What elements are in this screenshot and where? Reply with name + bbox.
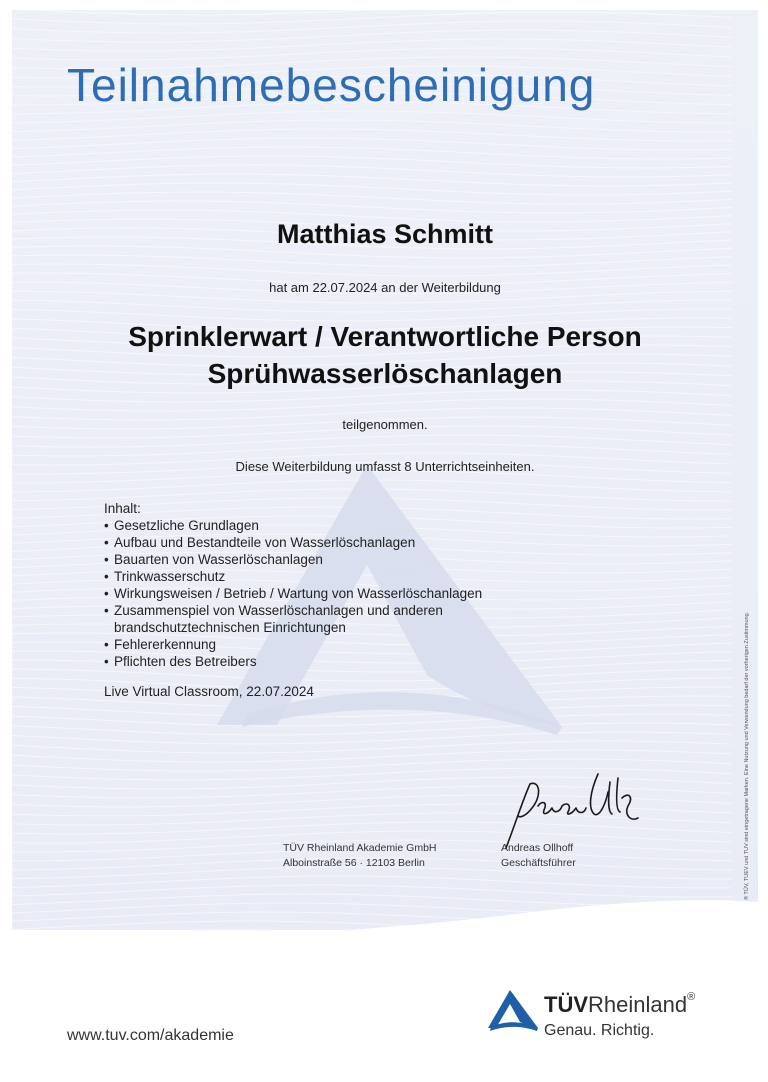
bottom-wave-edge — [12, 890, 758, 950]
wave-line — [12, 147, 732, 159]
wave-line — [12, 10, 732, 15]
certificate-page — [12, 10, 758, 1070]
brand-registered: ® — [687, 990, 696, 1003]
contents-item: • Aufbau und Bestandteile von Wasserlöschanlagen — [104, 534, 584, 551]
units-line: Diese Weiterbildung umfasst 8 Unterrichtseinheiten. — [235, 459, 535, 474]
intro-line: hat am 22.07.2024 an der Weiterbildung — [269, 280, 501, 295]
contents-label: Inhalt: — [104, 501, 141, 516]
course-contents — [104, 500, 584, 670]
wave-line — [12, 201, 732, 213]
issuer-address: Alboinstraße 56 · 12103 Berlin — [283, 857, 425, 869]
contents-item: • Bauarten von Wasserlöschanlagen — [104, 551, 584, 568]
wave-line — [12, 174, 732, 186]
contents-list — [104, 517, 584, 670]
wave-line — [12, 876, 732, 888]
contents-item: • Fehlererkennung — [104, 636, 584, 653]
contents-item: • Wirkungsweisen / Betrieb / Wartung von Wasserlöschanlagen — [104, 585, 584, 602]
course-title-line1: Sprinklerwart / Verantwortliche Person — [128, 321, 642, 352]
signer-block — [501, 841, 576, 871]
brand-bold: TÜV — [544, 992, 588, 1017]
legal-note-text: ® TÜV, TUEV und TUV sind eingetragene Marken. Eine Nutzung und Verwendung bedarf der vorherigen Zustimmung. — [744, 611, 750, 900]
wave-line — [12, 120, 732, 132]
tuv-triangle-logo-icon — [488, 990, 538, 1032]
wave-line — [12, 30, 732, 42]
place-date: Live Virtual Classroom, 22.07.2024 — [104, 684, 314, 699]
wave-line — [12, 39, 732, 51]
issuer-organization — [283, 841, 437, 871]
legal-note — [740, 500, 748, 900]
website-link[interactable]: www.tuv.com/akademie — [67, 1027, 234, 1044]
contents-item: • Gesetzliche Grundlagen — [104, 517, 584, 534]
course-title-line2: Sprühwasserlöschanlagen — [207, 358, 563, 389]
signer-name: Andreas Ollhoff — [501, 842, 574, 854]
contents-item: • Trinkwasserschutz — [104, 568, 584, 585]
brand-rest: Rheinland — [588, 992, 688, 1017]
certificate-title: Teilnahmebescheinigung — [67, 59, 596, 111]
wave-line — [12, 165, 732, 177]
brand-tagline: Genau. Richtig. — [544, 1022, 655, 1039]
signer-role: Geschäftsführer — [501, 857, 576, 869]
tuv-rheinland-logo — [488, 988, 748, 1048]
participated-line: teilgenommen. — [342, 417, 428, 432]
contents-item: • Zusammenspiel von Wasserlöschanlagen und anderen brandschutztechnischen Einrichtungen — [104, 602, 584, 636]
issuer-name: TÜV Rheinland Akademie GmbH — [283, 842, 437, 854]
wave-line — [12, 300, 732, 312]
course-title — [12, 318, 758, 392]
brand-name — [544, 992, 695, 1018]
signature — [482, 762, 652, 852]
wave-line — [12, 156, 732, 168]
participant-name: Matthias Schmitt — [276, 219, 494, 249]
wave-line — [12, 111, 732, 123]
contents-item: • Pflichten des Betreibers — [104, 653, 584, 670]
